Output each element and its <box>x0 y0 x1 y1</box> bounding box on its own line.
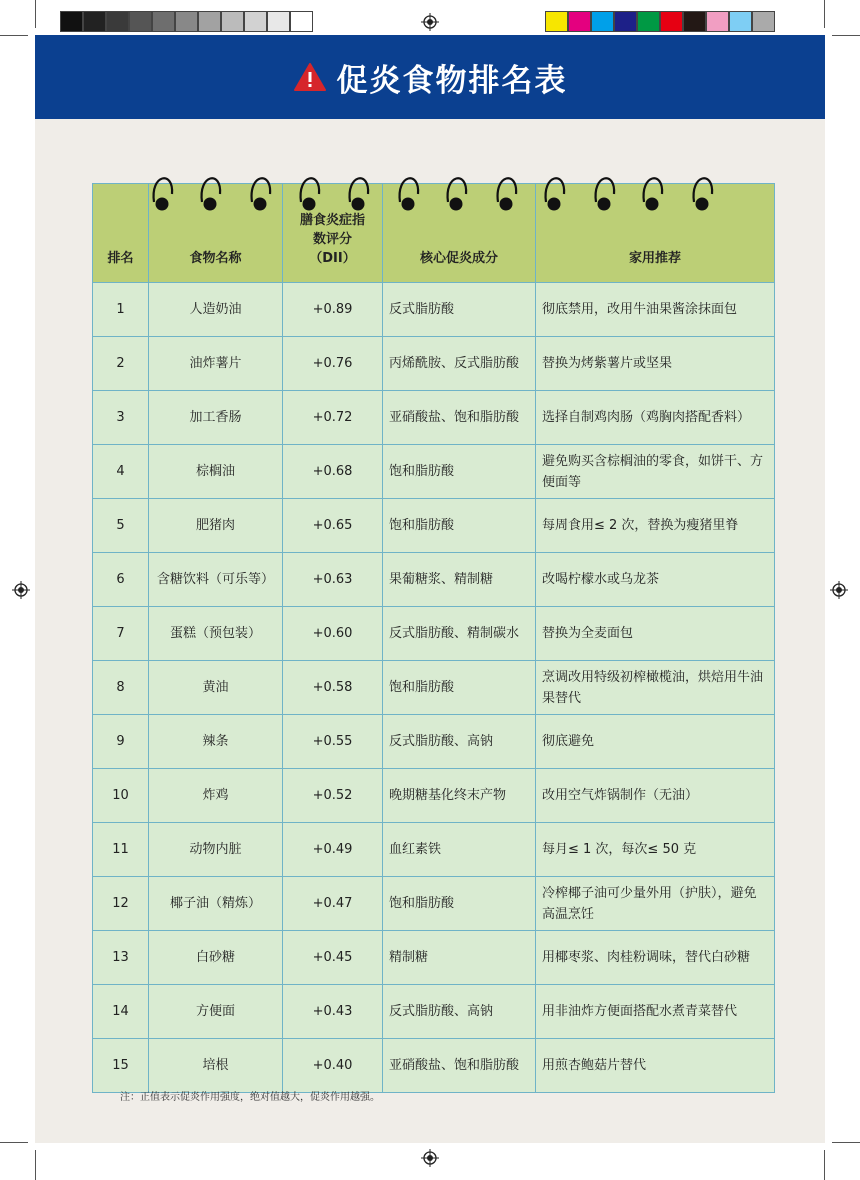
food-cell: 黄油 <box>149 661 283 715</box>
table-row <box>93 823 775 877</box>
table-row <box>93 391 775 445</box>
rank-cell: 10 <box>93 769 149 823</box>
score-cell: +0.65 <box>283 499 383 553</box>
advice-cell: 冷榨椰子油可少量外用（护肤），避免高温烹饪 <box>536 877 775 931</box>
registration-mark-icon <box>830 581 848 599</box>
crop-mark <box>35 1150 36 1180</box>
table-row <box>93 445 775 499</box>
rank-cell: 14 <box>93 985 149 1039</box>
warning-triangle-icon <box>293 62 327 92</box>
title-bar <box>35 35 825 119</box>
score-cell: +0.45 <box>283 931 383 985</box>
header-score: 膳食炎症指数评分（DII） <box>283 184 383 283</box>
food-cell: 油炸薯片 <box>149 337 283 391</box>
gray-color-bar <box>60 11 313 32</box>
spiral-ring-icon <box>202 178 221 210</box>
rank-cell: 13 <box>93 931 149 985</box>
advice-cell: 改喝柠檬水或乌龙茶 <box>536 553 775 607</box>
crop-mark <box>35 0 36 28</box>
component-cell: 果葡糖浆、精制糖 <box>383 553 536 607</box>
advice-cell: 彻底避免 <box>536 715 775 769</box>
advice-cell: 避免购买含棕榈油的零食，如饼干、方便面等 <box>536 445 775 499</box>
spiral-ring-icon <box>694 178 713 210</box>
spiral-ring-icon <box>644 178 663 210</box>
score-cell: +0.47 <box>283 877 383 931</box>
score-cell: +0.49 <box>283 823 383 877</box>
registration-mark-icon <box>421 1149 439 1167</box>
advice-cell: 用椰枣浆、肉桂粉调味，替代白砂糖 <box>536 931 775 985</box>
food-cell: 棕榈油 <box>149 445 283 499</box>
footnote: 注：正值表示促炎作用强度，绝对值越大，促炎作用越强。 <box>120 1092 380 1103</box>
crop-mark <box>0 1142 28 1143</box>
table-row <box>93 499 775 553</box>
table-row <box>93 607 775 661</box>
spiral-binding <box>92 170 774 220</box>
advice-cell: 烹调改用特级初榨橄榄油，烘焙用牛油果替代 <box>536 661 775 715</box>
table-row <box>93 769 775 823</box>
spiral-ring-icon <box>498 178 517 210</box>
header-food: 食物名称 <box>149 184 283 283</box>
rank-cell: 2 <box>93 337 149 391</box>
spiral-ring-icon <box>546 178 565 210</box>
advice-cell: 每周食用≤ 2 次，替换为瘦猪里脊 <box>536 499 775 553</box>
food-cell: 人造奶油 <box>149 283 283 337</box>
score-cell: +0.76 <box>283 337 383 391</box>
food-cell: 培根 <box>149 1039 283 1093</box>
spiral-ring-icon <box>154 178 173 210</box>
advice-cell: 用煎杏鲍菇片替代 <box>536 1039 775 1093</box>
component-cell: 精制糖 <box>383 931 536 985</box>
advice-cell: 替换为烤紫薯片或坚果 <box>536 337 775 391</box>
score-cell: +0.68 <box>283 445 383 499</box>
crop-mark <box>824 1150 825 1180</box>
component-cell: 晚期糖基化终末产物 <box>383 769 536 823</box>
advice-cell: 改用空气炸锅制作（无油） <box>536 769 775 823</box>
advice-cell: 用非油炸方便面搭配水煮青菜替代 <box>536 985 775 1039</box>
advice-cell: 选择自制鸡肉肠（鸡胸肉搭配香料） <box>536 391 775 445</box>
score-cell: +0.72 <box>283 391 383 445</box>
score-cell: +0.58 <box>283 661 383 715</box>
component-cell: 饱和脂肪酸 <box>383 445 536 499</box>
food-cell: 方便面 <box>149 985 283 1039</box>
component-cell: 饱和脂肪酸 <box>383 499 536 553</box>
table-row <box>93 1039 775 1093</box>
rank-cell: 6 <box>93 553 149 607</box>
table-row <box>93 661 775 715</box>
crop-mark <box>824 0 825 28</box>
score-cell: +0.43 <box>283 985 383 1039</box>
spiral-ring-icon <box>400 178 419 210</box>
rank-cell: 15 <box>93 1039 149 1093</box>
score-cell: +0.60 <box>283 607 383 661</box>
table-row <box>93 877 775 931</box>
crop-mark <box>0 35 28 36</box>
food-cell: 炸鸡 <box>149 769 283 823</box>
food-cell: 加工香肠 <box>149 391 283 445</box>
spiral-ring-icon <box>252 178 271 210</box>
table-row <box>93 337 775 391</box>
score-cell: +0.63 <box>283 553 383 607</box>
score-cell: +0.40 <box>283 1039 383 1093</box>
rank-cell: 11 <box>93 823 149 877</box>
rank-cell: 8 <box>93 661 149 715</box>
component-cell: 反式脂肪酸 <box>383 283 536 337</box>
score-cell: +0.52 <box>283 769 383 823</box>
score-cell: +0.55 <box>283 715 383 769</box>
component-cell: 血红素铁 <box>383 823 536 877</box>
component-cell: 亚硝酸盐、饱和脂肪酸 <box>383 391 536 445</box>
rank-cell: 4 <box>93 445 149 499</box>
food-cell: 辣条 <box>149 715 283 769</box>
crop-mark <box>832 1142 860 1143</box>
food-cell: 动物内脏 <box>149 823 283 877</box>
spiral-ring-icon <box>350 178 369 210</box>
food-cell: 白砂糖 <box>149 931 283 985</box>
component-cell: 饱和脂肪酸 <box>383 877 536 931</box>
crop-mark <box>832 35 860 36</box>
food-ranking-table <box>92 183 775 1093</box>
rank-cell: 9 <box>93 715 149 769</box>
table-row <box>93 931 775 985</box>
table-row <box>93 553 775 607</box>
header-component: 核心促炎成分 <box>383 184 536 283</box>
score-cell: +0.89 <box>283 283 383 337</box>
food-cell: 椰子油（精炼） <box>149 877 283 931</box>
food-cell: 肥猪肉 <box>149 499 283 553</box>
component-cell: 丙烯酰胺、反式脂肪酸 <box>383 337 536 391</box>
page-title: 促炎食物排名表 <box>336 62 568 99</box>
advice-cell: 每月≤ 1 次，每次≤ 50 克 <box>536 823 775 877</box>
component-cell: 亚硝酸盐、饱和脂肪酸 <box>383 1039 536 1093</box>
registration-mark-icon <box>12 581 30 599</box>
component-cell: 反式脂肪酸、高钠 <box>383 715 536 769</box>
rank-cell: 3 <box>93 391 149 445</box>
spiral-ring-icon <box>448 178 467 210</box>
registration-mark-icon <box>421 13 439 31</box>
spiral-ring-icon <box>301 178 320 210</box>
table-row <box>93 283 775 337</box>
rank-cell: 7 <box>93 607 149 661</box>
header-rank: 排名 <box>93 184 149 283</box>
component-cell: 反式脂肪酸、高钠 <box>383 985 536 1039</box>
component-cell: 饱和脂肪酸 <box>383 661 536 715</box>
food-cell: 含糖饮料（可乐等） <box>149 553 283 607</box>
food-cell: 蛋糕（预包装） <box>149 607 283 661</box>
rank-cell: 5 <box>93 499 149 553</box>
header-advice: 家用推荐 <box>536 184 775 283</box>
cmyk-color-bar <box>545 11 775 32</box>
spiral-ring-icon <box>596 178 615 210</box>
advice-cell: 彻底禁用，改用牛油果酱涂抹面包 <box>536 283 775 337</box>
rank-cell: 12 <box>93 877 149 931</box>
table-row <box>93 715 775 769</box>
rank-cell: 1 <box>93 283 149 337</box>
table-row <box>93 985 775 1039</box>
advice-cell: 替换为全麦面包 <box>536 607 775 661</box>
component-cell: 反式脂肪酸、精制碳水 <box>383 607 536 661</box>
